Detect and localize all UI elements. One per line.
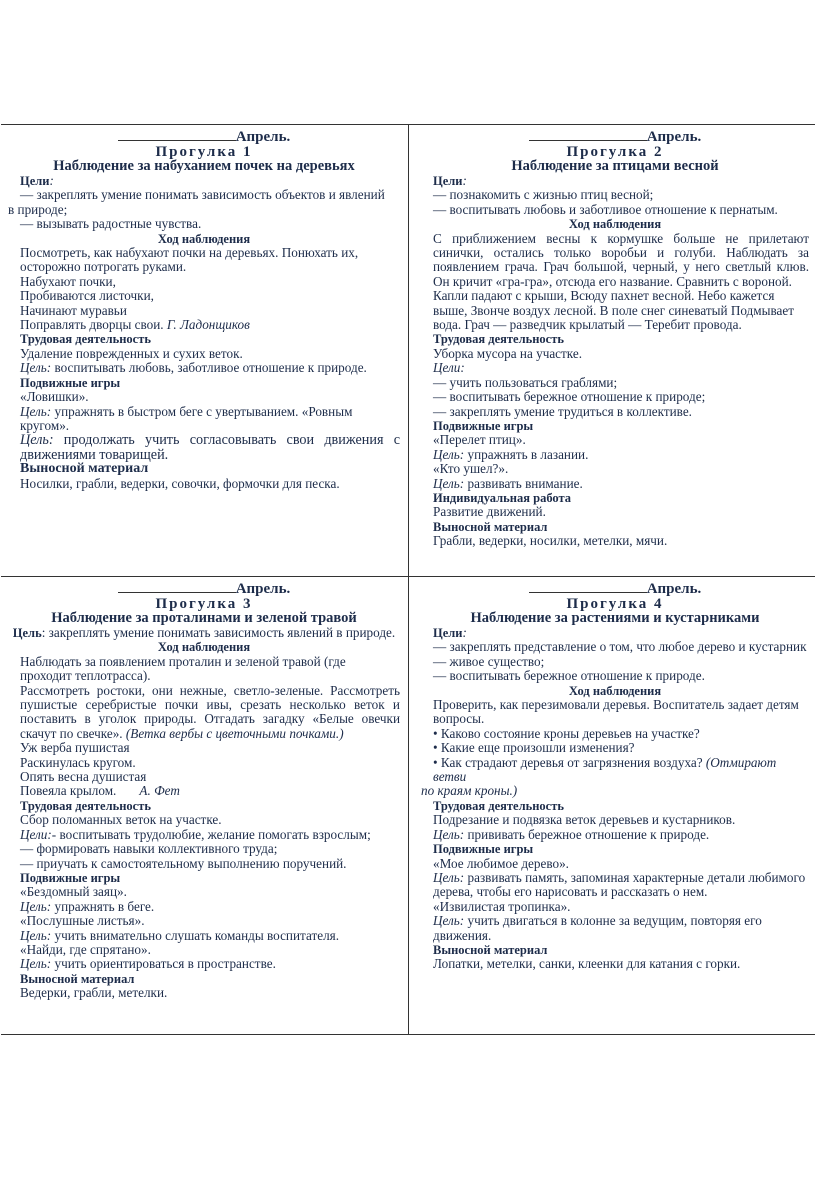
labor-text: Сбор поломанных веток на участке. [20,812,222,828]
material-heading: Выносной материал [433,942,548,957]
games-heading: Подвижные игры [20,870,121,885]
blank-line [529,128,647,141]
observation-text: Посмотреть, как набухают почки на деревьях. Понюхать их, осторожно потрогать руками. [20,245,359,275]
month-heading: Апрель. [8,580,400,597]
poem-line: Набухают почки, [20,273,116,289]
walk-2-cell: Апрель. Прогулка 2 Наблюдение за птицами весной Цели: — познакомить с жизнью птиц весной; — воспитывать любовь и заботливое отношение к пернатым. Ход наблюдения С приближением весны к кормушке больше не прилетают синички, остались только воробьи и голуби. Наблюдать за появлением грача. Грач большой, черный, у него светлый клюв. Он кричит «гра-гра», отсюда его название. Сравнить с вороной. Капли падают с крыши, Всюду пахнет весной. Небо кажется выше, Звонче воздух лесной. В поле снег синеватый Подмывает вода. Грач — разведчик крылатый — Теребит провода. Трудовая деятельность Уборка мусора на участке. Цели: — учить пользоваться граблями; — воспитывать бережное отношение к природе; — закреплять умение трудиться в коллективе. Подвижные игры «Перелет птиц». Цель: упражнять в лазании. «Кто ушел?». Цель: развивать внимание. Индивидуальная работа Развитие движений. Выносной материал Грабли, ведерки, носилки, метелки, мячи. [421,125,809,549]
labor-goal: Цель: воспитывать любовь, заботливое отношение к природе. [20,360,367,376]
goals-label: Цели [20,174,50,188]
material-text: Носилки, грабли, ведерки, совочки, формочки для песка. [20,475,340,491]
observation-text: С приближением весны к кормушке больше не прилетают синички, остались только воробьи и голуби. Наблюдать за появлением грача. Грач большой, черный, у него светлый клюв. Он кричит «гра-гра», отсюда его название. Сравнить с вороной. [433,230,809,289]
poem-line: Повеяла крылом. А. Фет [20,783,180,799]
observation-heading: Ход наблюдения [568,217,662,232]
game-item: «Извилистая тропинка». [433,898,571,914]
games-heading: Подвижные игры [433,418,534,433]
poem-line: Опять весна душистая [20,769,147,785]
games-heading: Подвижные игры [433,842,534,857]
blank-line [529,580,647,593]
game-goal: Цель: упражнять в лазании. [433,446,589,462]
labor-text: Уборка мусора на участке. [433,345,583,361]
walk-title: Прогулка 3 [155,596,253,612]
labor-goal: Цели:- воспитывать трудолюбие, желание помогать взрослым; [20,826,371,842]
material-heading: Выносной материал [20,971,135,986]
goal-item: — вызывать радостные чувства. [20,216,202,232]
poem-line: Уж верба пушистая [20,740,130,756]
individual-work-text: Развитие движений. [433,504,546,520]
material-heading: Выносной материал [433,519,548,534]
walk-title: Прогулка 2 [566,144,664,160]
labor-heading: Трудовая деятельность [20,798,151,813]
material-text: Ведерки, грабли, метелки. [20,985,168,1001]
game-item: «Найди, где спрятано». [20,941,151,957]
poem-line: Поправлять дворцы свои. Г. Ладонщиков [20,317,250,333]
observation-heading: Ход наблюдения [568,683,662,698]
labor-heading: Трудовая деятельность [20,332,151,347]
observation-theme: Наблюдение за проталинами и зеленой травой [51,610,357,626]
labor-heading: Трудовая деятельность [433,798,564,813]
labor-text: Удаление поврежденных и сухих веток. [20,345,243,361]
game-goal: Цель: учить внимательно слушать команды воспитателя. [20,927,340,943]
game-goal: Цель: продолжать учить согласовывать свои движения с движениями товарищей. [20,432,400,463]
game-goal: Цель: упражнять в беге. [20,898,155,914]
labor-heading: Трудовая деятельность [433,332,564,347]
goals-label: Цели [433,174,463,188]
walk-title: Прогулка 1 [155,144,253,160]
goal-item: — воспитывать бережное отношение к природе. [433,668,705,684]
game-item: «Ловишки». [20,389,89,405]
labor-goal: — закреплять умение трудиться в коллективе. [433,403,692,419]
goal-item: — закреплять умение понимать зависимость объектов и явлений [20,187,385,203]
observation-text: Наблюдать за появлением проталин и зеленой травой (где проходит теплотрасса). [20,653,346,684]
blank-line [118,128,236,141]
game-item: «Перелет птиц». [433,432,526,448]
goal-item: — закреплять представление о том, что любое дерево и кустарник — живое существо; [433,639,807,669]
month-heading: Апрель. [421,580,809,597]
question-item: • Каково состояние кроны деревьев на участке? [433,725,700,741]
game-item: «Кто ушел?». [433,461,509,477]
labor-goal: — приучать к самостоятельному выполнению поручений. [20,855,347,871]
walk-1-cell: Апрель. Прогулка 1 Наблюдение за набуханием почек на деревьях Цели: — закреплять умение понимать зависимость объектов и явлений в природе; — вызывать радостные чувства. Ход наблюдения Посмотреть, как набухают почки на деревьях. Понюхать их, осторожно потрогать руками. Набухают почки, Пробиваются листочки, Начинают муравьи Поправлять дворцы свои. Г. Ладонщиков Трудовая деятельность Удаление поврежденных и сухих веток. Цель: воспитывать любовь, заботливое отношение к природе. Подвижные игры «Ловишки». Цель: упражнять в быстром беге с увертыванием. «Ровным кругом». Цель: продолжать учить согласовывать свои движения с движениями товарищей. Выносной материал Носилки, грабли, ведерки, совочки, формочки для песка. [8,129,400,491]
walk-3-cell [8,577,400,1001]
poem-line: Раскинулась кругом. [20,754,136,770]
poem-author: А. Фет [139,783,180,799]
walks-table [1,124,815,1035]
game-item: «Послушные листья». [20,913,145,929]
goal-item: — воспитывать любовь и заботливое отношение к пернатым. [433,201,778,217]
goal-item: — познакомить с жизнью птиц весной; [433,187,654,203]
walk-4-cell: Апрель. Прогулка 4 Наблюдение за растениями и кустарниками Цели: — закреплять представление о том, что любое дерево и кустарник — живое существо; — воспитывать бережное отношение к природе. Ход наблюдения Проверить, как перезимовали деревья. Воспитатель задает детям вопросы. • Каково состояние кроны деревьев на участке? • Какие еще произошли изменения? • Как страдают деревья от загрязнения воздуха? (Отмирают ветви по краям кроны.) Трудовая деятельность Подрезание и подвязка веток деревьев и кустарников. Цель: прививать бережное отношение к природе. Подвижные игры «Мое любимое дерево». Цель: развивать память, запоминая характерные детали любимого дерева, чтобы его нарисовать и рассказать о нем. «Извилистая тропинка». Цель: учить двигаться в колонне за ведущим, повторяя его движения. Выносной материал Лопатки, метелки, санки, клеенки для катания с горки. [421,577,809,972]
material-text: Лопатки, метелки, санки, клеенки для катания с горки. [433,956,741,972]
month-heading: Апрель. [8,128,400,145]
labor-goal: — учить пользоваться граблями; [433,374,618,390]
labor-text: Подрезание и подвязка веток деревьев и кустарников. [433,812,736,828]
labor-goals-label: Цели: [433,360,465,376]
observation-heading: Ход наблюдения [157,231,251,246]
question-answer: по краям кроны.) [421,783,518,799]
blank-line [118,580,236,593]
observation-theme: Наблюдение за птицами весной [511,158,719,174]
month-heading: Апрель. [421,128,809,145]
poem-line: Пробиваются листочки, [20,288,154,304]
observation-heading: Ход наблюдения [157,640,251,655]
observation-theme: Наблюдение за набуханием почек на деревьях [53,158,355,174]
material-text: Грабли, ведерки, носилки, метелки, мячи. [433,533,668,549]
game-item: «Мое любимое дерево». [433,855,569,871]
column-divider [408,125,409,1034]
game-goal: Цель: учить ориентироваться в пространстве. [20,956,276,972]
goals-label: Цели [433,626,463,640]
question-item: • Какие еще произошли изменения? [433,740,635,756]
walk-title: Прогулка 4 [566,596,664,612]
labor-goal: — воспитывать бережное отношение к природе; [433,389,706,405]
game-goal: Цель: развивать память, запоминая характерные детали любимого дерева, чтобы его нарисовать и рассказать о нем. [433,869,806,900]
material-heading: Выносной материал [20,461,149,477]
individual-work-heading: Индивидуальная работа [433,490,572,505]
poem-author: Г. Ладонщиков [166,317,250,333]
games-heading: Подвижные игры [20,375,121,390]
game-goal: Цель: развивать внимание. [433,475,583,491]
riddle-answer: (Ветка вербы с цветочными почками.) [122,725,344,741]
goal-item-continued: в природе; [8,201,68,217]
labor-goal: — формировать навыки коллективного труда; [20,841,278,857]
poem-text: Капли падают с крыши, Всюду пахнет весной. Небо кажется выше, Звонче воздух лесной. В поле снег синеватый Подмывает вода. Грач — разведчик крылатый — Теребит провода. [433,288,794,333]
game-goal: Цель: упражнять в быстром беге с увертыванием. «Ровным кругом». [20,403,353,433]
game-goal: Цель: учить двигаться в колонне за ведущим, повторяя его движения. [433,913,762,943]
question-item: • Как страдают деревья от загрязнения воздуха? (Отмирают ветви [433,754,777,785]
game-item: «Бездомный заяц». [20,884,127,900]
observation-text: Рассмотреть ростоки, они нежные, светло-зеленые. Рассмотреть пушистые серебристые почки ивы, срезать несколько веток и поставить в уголок природы. Отгадать загадку «Белые овечки скачут по свечке». (Ветка вербы с цветочными почками.) [20,682,400,741]
goal-line: Цель: закреплять умение понимать зависимость явлений в природе. [12,625,396,640]
labor-goal: Цель: прививать бережное отношение к природе. [433,826,710,842]
poem-line: Начинают муравьи [20,302,127,318]
observation-text: Проверить, как перезимовали деревья. Воспитатель задает детям вопросы. [433,697,799,727]
observation-theme: Наблюдение за растениями и кустарниками [470,610,760,626]
